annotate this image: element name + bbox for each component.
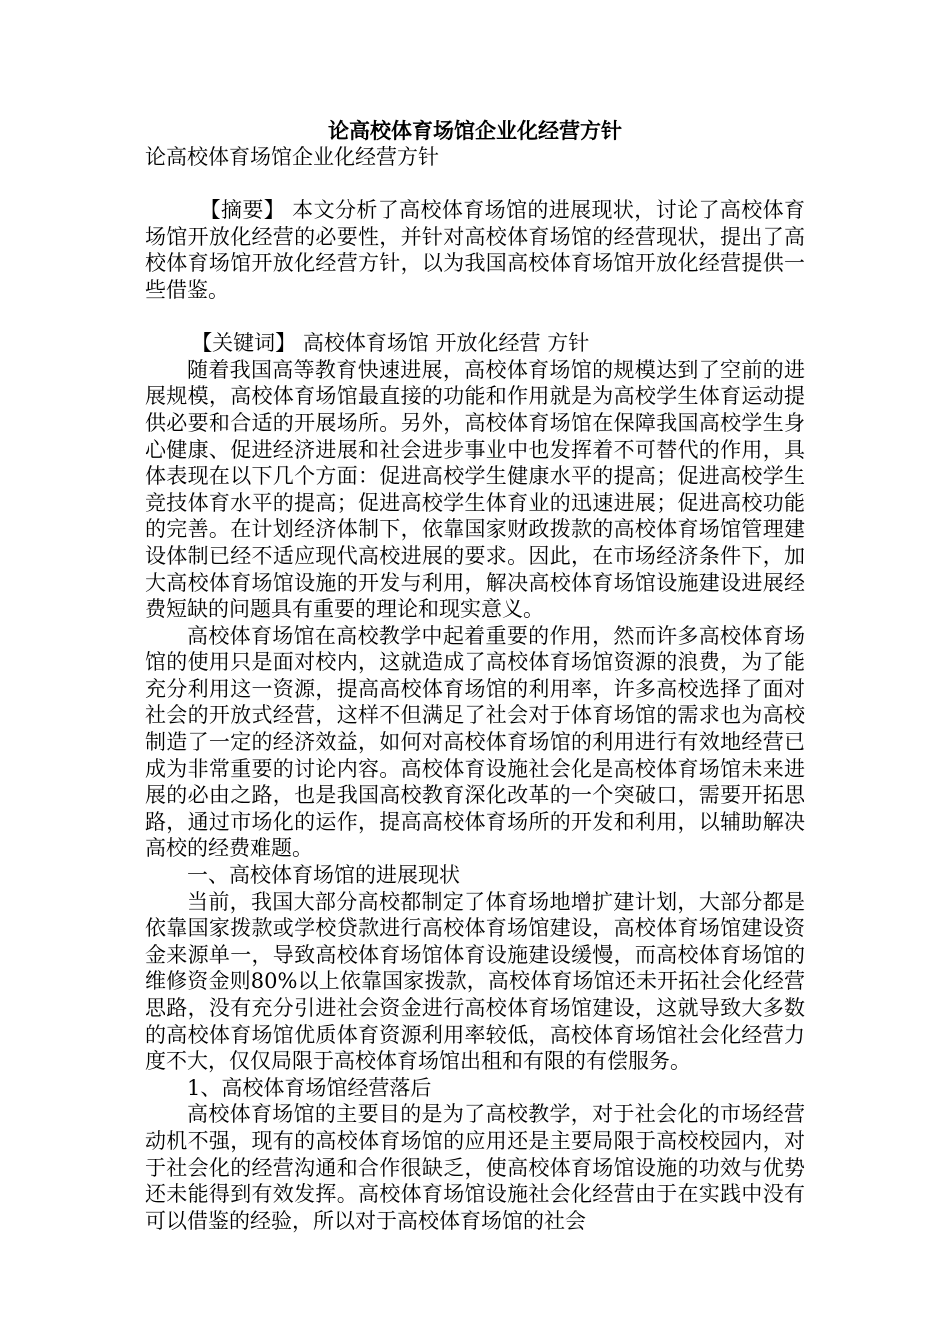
subsection-1-paragraph: 高校体育场馆的主要目的是为了高校教学，对于社会化的市场经营动机不强，现有的高校体育场馆的应用还是主要局限于高校校园内，对于社会化的经营沟通和合作很缺乏，使高校体育场馆设施的功效与优势还未能得到有效发挥。高校体育场馆设施社会化经营由于在实践中没有可以借鉴的经验，所以对于高校体育场馆的社会 [145,1102,805,1233]
subsection-heading-1: 1、高校体育场馆经营落后 [187,1075,432,1100]
body-paragraph-intro-1: 随着我国高等教育快速进展，高校体育场馆的规模达到了空前的进展规模，高校体育场馆最直接的功能和作用就是为高校学生体育运动提供必要和合适的开展场所。另外，高校体育场馆在保障我国高校学生身心健康、促进经济进展和社会进步事业中也发挥着不可替代的作用，具体表现在以下几个方面：促进高校学生健康水平的提高；促进高校学生竞技体育水平的提高；促进高校学生体育业的迅速进展；促进高校功能的完善。在计划经济体制下，依靠国家财政拨款的高校体育场馆管理建设体制已经不适应现代高校进展的要求。因此，在市场经济条件下，加大高校体育场馆设施的开发与利用，解决高校体育场馆设施建设进展经费短缺的问题具有重要的理论和现实意义。 [145,357,805,622]
section-1-paragraph: 当前，我国大部分高校都制定了体育场地增扩建计划，大部分都是依靠国家拨款或学校贷款进行高校体育场馆建设，高校体育场馆建设资金来源单一，导致高校体育场馆体育设施建设缓慢，而高校体育场馆的维修资金则80%以上依靠国家拨款，高校体育场馆还未开拓社会化经营思路，没有充分引进社会资金进行高校体育场馆建设，这就导致大多数的高校体育场馆优质体育资源利用率较低，高校体育场馆社会化经营力度不大，仅仅局限于高校体育场馆出租和有限的有偿服务。 [145,889,805,1074]
document-title: 论高校体育场馆企业化经营方针 [328,118,622,143]
body-paragraph-intro-2: 高校体育场馆在高校教学中起着重要的作用，然而许多高校体育场馆的使用只是面对校内，这就造成了高校体育场馆资源的浪费，为了能充分利用这一资源，提高高校体育场馆的利用率，许多高校选择了面对社会的开放式经营，这样不但满足了社会对于体育场馆的需求也为高校制造了一定的经济效益，如何对高校体育场馆的利用进行有效地经营已成为非常重要的讨论内容。高校体育设施社会化是高校体育场馆未来进展的必由之路，也是我国高校教育深化改革的一个突破口，需要开拓思路，通过市场化的运作，提高高校体育场所的开发和利用，以辅助解决高校的经费难题。 [145,623,805,861]
blank-line [145,304,805,331]
document-page [145,118,805,1234]
keywords-line: 【关键词】 高校体育场馆 开放化经营 方针 [191,331,590,356]
section-heading-1: 一、高校体育场馆的进展现状 [187,863,460,888]
abstract-paragraph: 【摘要】 本文分析了高校体育场馆的进展现状，讨论了高校体育场馆开放化经营的必要性，并针对高校体育场馆的经营现状，提出了高校体育场馆开放化经营方针，以为我国高校体育场馆开放化经营提供一些借鉴。 [145,198,805,302]
blank-line [145,171,805,198]
document-subtitle: 论高校体育场馆企业化经营方针 [145,145,439,169]
